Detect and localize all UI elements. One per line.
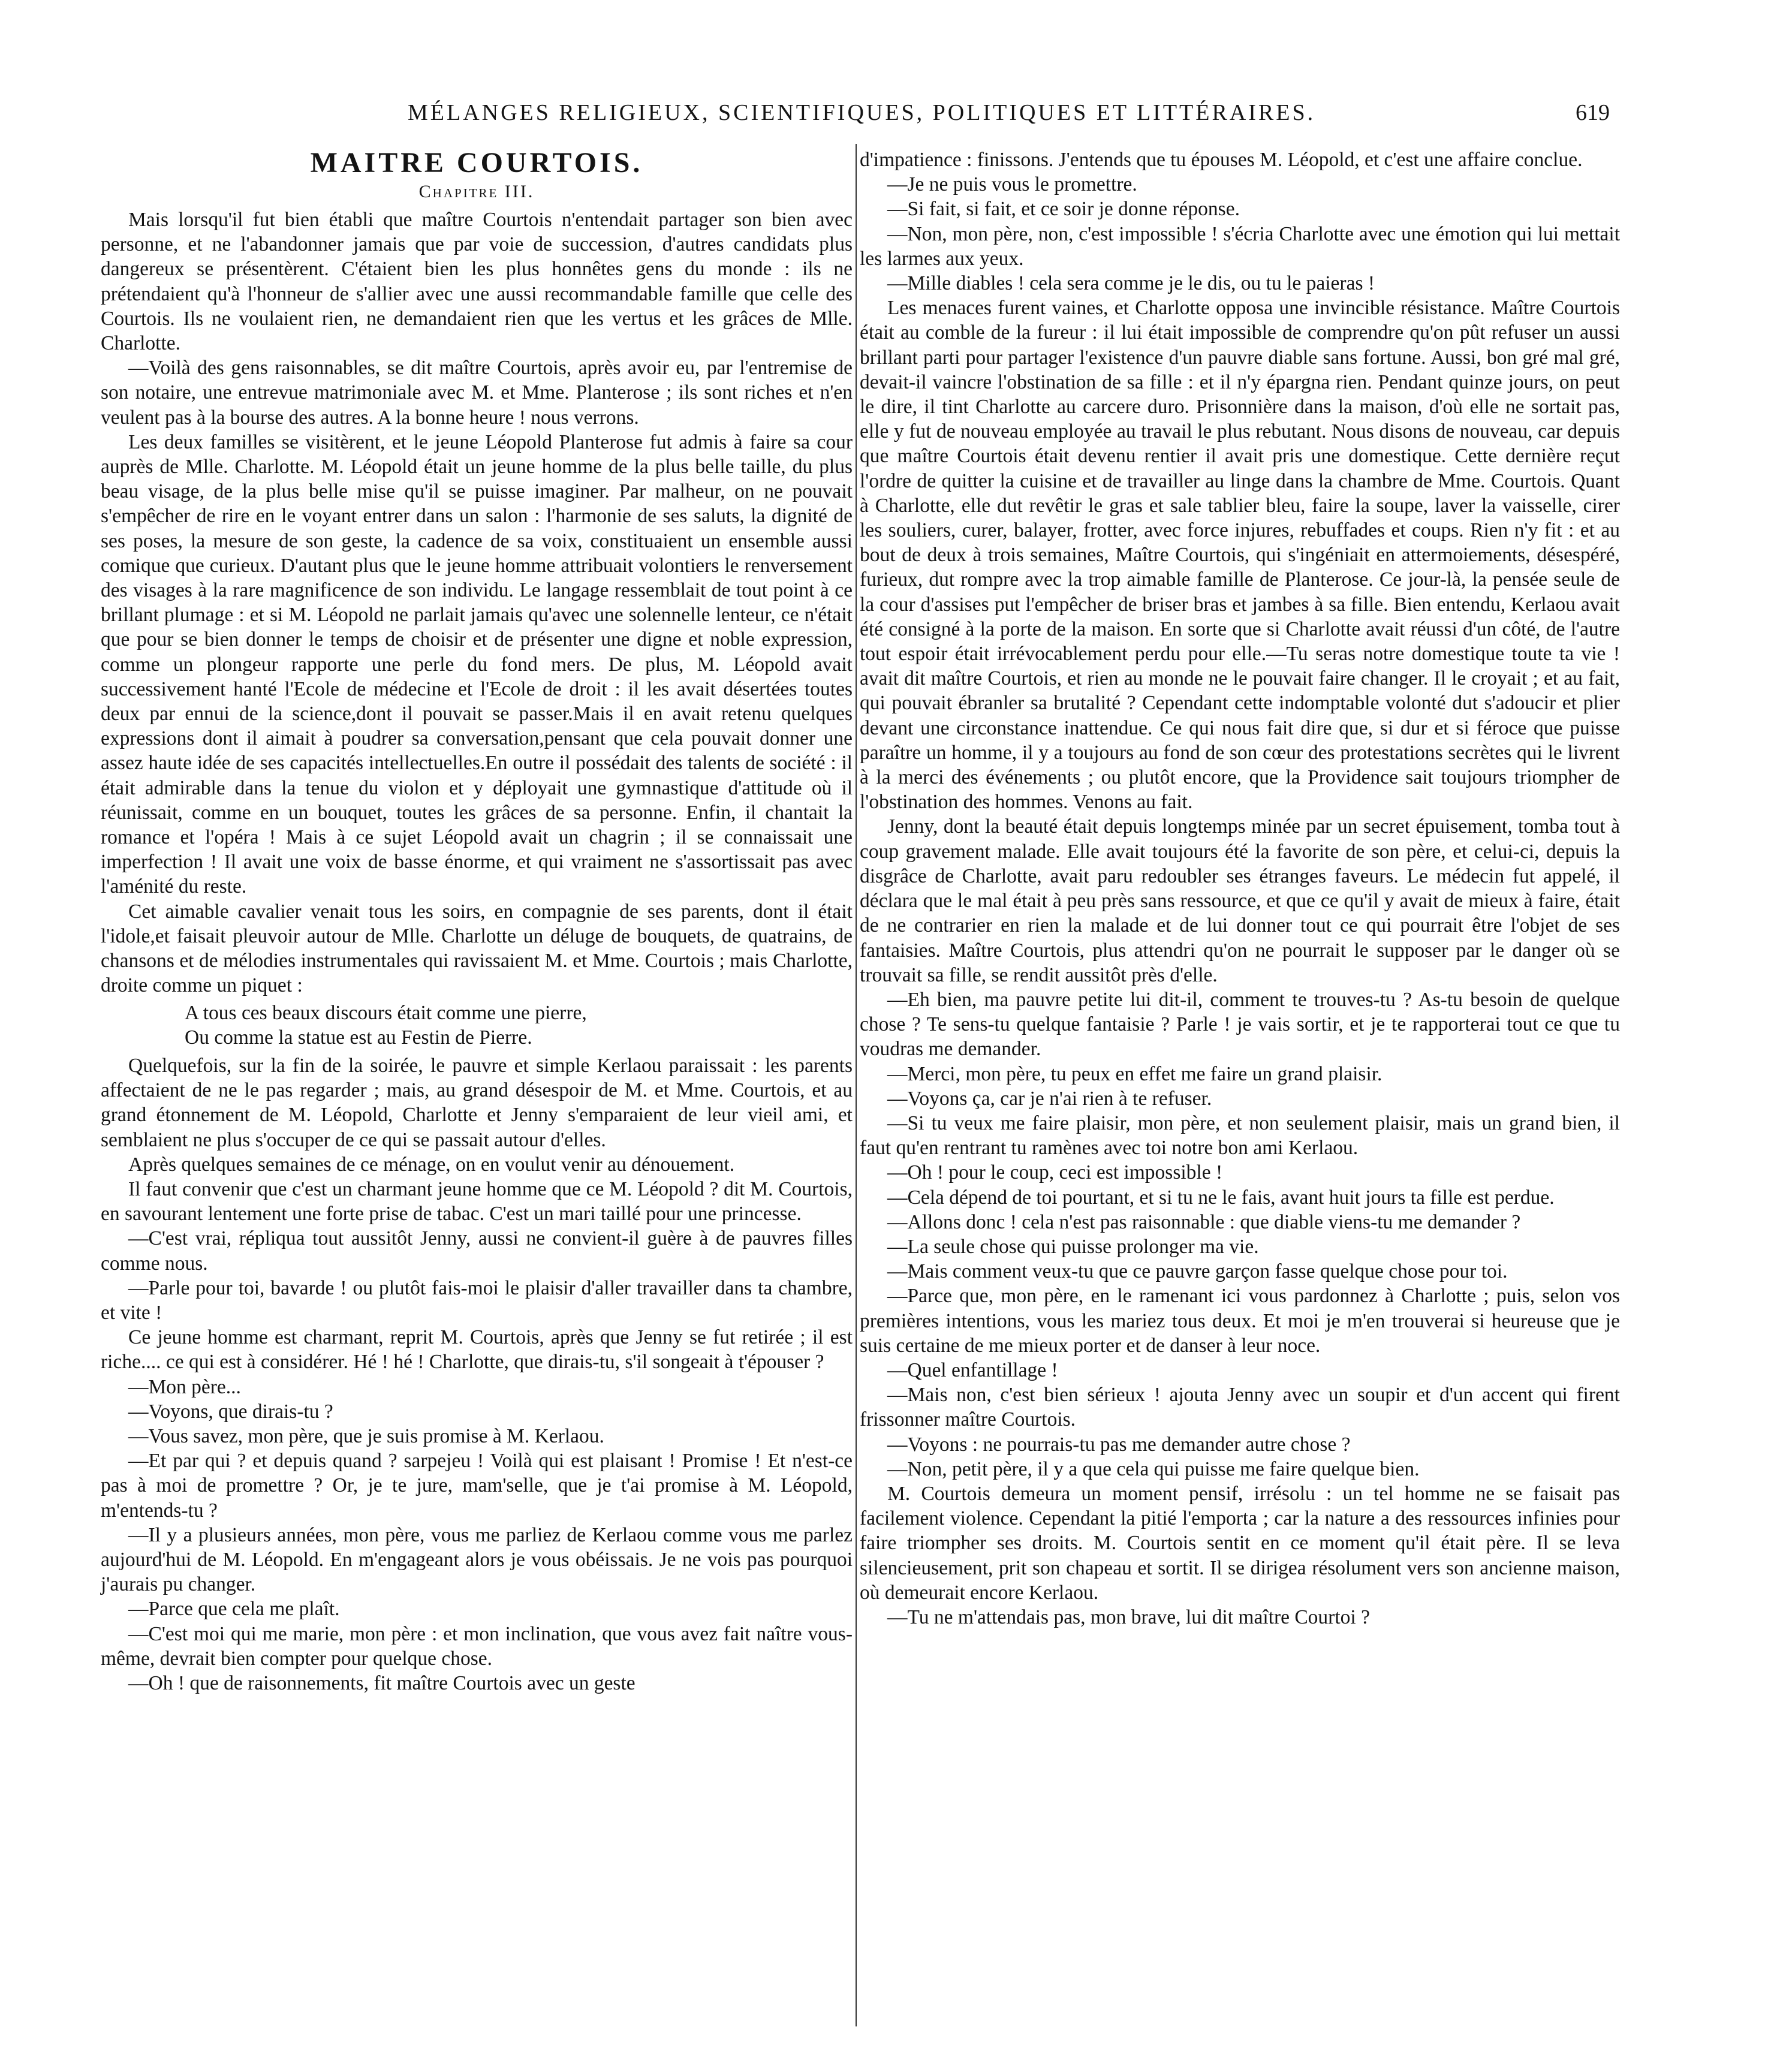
dialogue-line: —Allons donc ! cela n'est pas raisonnable : que diable viens-tu me demander ? [887,1210,1521,1233]
verse-line: A tous ces beaux discours était comme une pierre, [185,1001,587,1024]
dialogue-line: —Vous savez, mon père, que je suis promise à M. Kerlaou. [128,1425,604,1447]
paragraph: Il faut convenir que c'est un charmant jeune homme que ce M. Léopold ? dit M. Courtois, en savourant lentement une forte prise de tabac. C'est un mari taillé pour une princesse. [101,1177,853,1225]
dialogue-line: —Tu ne m'attendais pas, mon brave, lui dit maître Courtoi ? [887,1606,1370,1628]
dialogue-line: —Oh ! pour le coup, ceci est impossible ! [887,1161,1223,1184]
dialogue-line: —Parce que, mon père, en le ramenant ici vous pardonnez à Charlotte ; puis, selon vos premières intentions, vous les mariez tous deux. Et moi je m'en trouverai si heureuse que je suis certaine de me mieux porter et de danser à leur noce. [860,1285,1620,1357]
running-title: MÉLANGES RELIGIEUX, SCIENTIFIQUES, POLITIQUES ET LITTÉRAIRES. [408,100,1316,125]
paragraph: Cet aimable cavalier venait tous les soirs, en compagnie de ses parents, dont il était l'idole,et faisait pleuvoir autour de Mlle. Charlotte un déluge de bouquets, de quatrains, de chansons et de mélodies instrumentales qui ravissaient M. et Mme. Courtois ; mais Charlotte, droite comme un piquet : [101,900,853,997]
dialogue-line: —Merci, mon père, tu peux en effet me faire un grand plaisir. [887,1062,1383,1085]
paragraph-continued: d'impatience : finissons. J'entends que tu épouses M. Léopold, et c'est une affaire conclue. [860,149,1583,171]
dialogue-line: —Je ne puis vous le promettre. [887,173,1137,196]
dialogue-line: —Mille diables ! cela sera comme je le dis, ou tu le paieras ! [887,272,1375,295]
dialogue-line: —Cela dépend de toi pourtant, et si tu ne le fais, avant huit jours ta fille est perdue. [887,1186,1555,1209]
dialogue-line: —C'est vrai, répliqua tout aussitôt Jenny, aussi ne convient-il guère à de pauvres filles comme nous. [101,1227,853,1275]
dialogue-line: —Voyons ça, car je n'ai rien à te refuser. [887,1087,1212,1110]
paragraph: Les deux familles se visitèrent, et le jeune Léopold Planterose fut admis à faire sa cour auprès de Mlle. Charlotte. M. Léopold était un jeune homme de la plus belle taille, du plus beau visage, de la plus belle mise qu'il se puisse imaginer. Par malheur, on ne pouvait s'empêcher de rire en le voyant entrer dans un salon : l'harmonie de ses saluts, la dignité de ses poses, la mesure de son geste, la cadence de sa voix, constituaient un ensemble aussi comique que curieux. D'autant plus que le jeune homme attribuait volontiers le renversement des visages à la rare magnificence de son individu. Le langage ressemblait de tout point à ce brillant plumage : et si M. Léopold ne parlait jamais qu'avec une solennelle lenteur, ce n'était que pour se bien donner le temps de choisir et de présenter une digne et noble expression, comme un plongeur rapporte une perle du fond mers. De plus, M. Léopold avait successivement hanté l'Ecole de médecine et l'Ecole de droit : il les avait désertées toutes deux par ennui de la science,dont il pouvait se passer.Mais il en avait retenu quelques expressions dont il aimait à poudrer sa conversation,pensant que cela pouvait donner une assez haute idée de ses capacités intellectuelles.En outre il possédait des talents de société : il était admirable dans la tenue du violon et y déployait une gymnastique d'attitude où il réunissait, comme en un bouquet, toutes les grâces de sa personne. Enfin, il chantait la romance et l'opéra ! Mais à ce sujet Léopold avait un chagrin ; il se connaissait une imperfection ! Il avait une voix de basse énorme, et qui vraiment ne s'assortissait pas avec l'aménité du reste. [101,430,853,898]
column-divider [856,144,857,2026]
article-title: MAITRE COURTOIS. [310,147,643,179]
dialogue-line: —Non, petit père, il y a que cela qui puisse me faire quelque bien. [887,1457,1420,1480]
dialogue-line: —Eh bien, ma pauvre petite lui dit-il, comment te trouves-tu ? As-tu besoin de quelque chose ? Te sens-tu quelque fantaisie ? Parle ! je vais sortir, et je te rapporterai tout ce que tu voudras me demander. [860,988,1620,1061]
dialogue-line: —Mon père... [128,1375,241,1398]
dialogue-line: —Et par qui ? et depuis quand ? sarpejeu ! Voilà qui est plaisant ! Promise ! Et n'est-ce pas à moi de promettre ? Or, je te jure, mam'selle, que je t'ai promise à M. Léopold, m'entends-tu ? [101,1450,853,1522]
paragraph: Les menaces furent vaines, et Charlotte opposa une invincible résistance. Maître Courtois était au comble de la fureur : il lui était impossible de comprendre qu'on pût refuser un aussi brillant parti pour partager l'existence d'un pauvre diable sans fortune. Aussi, bon gré mal gré, devait-il vaincre l'obstination de sa fille : et il n'y épargna rien. Pendant quinze jours, on peut le dire, il tint Charlotte au carcere duro. Prisonnière dans la maison, d'où elle ne sortait pas, elle y fut de nouveau employée au travail le plus rebutant. Nous disons de nouveau, car depuis que maître Courtois était devenu rentier il avait pris une domestique. Cette dernière reçut l'ordre de quitter la cuisine et de travailler au linge dans la chambre de Mme. Courtois. Quant à Charlotte, elle dut revêtir le gras et sale tablier bleu, faire la soupe, laver la vaisselle, cirer les souliers, curer, balayer, frotter, avec force injures, rebuffades et coups. Rien n'y fit : et au bout de deux à trois semaines, Maître Courtois, qui s'ingéniait en attermoiements, désespéré, furieux, dut rompre avec la trop aimable famille de Planterose. Ce jour-là, la pensée seule de la cour d'assises put l'empêcher de briser bras et jambes à sa fille. Bien entendu, Kerlaou avait été consigné à la porte de la maison. En sorte que si Charlotte avait réussi d'un côté, de l'autre tout espoir était irrévocablement perdu pour elle.—Tu seras notre domestique toute ta vie ! avait dit maître Courtois, et rien au monde ne le pouvait faire changer. Il le croyait ; et au fait, qui pouvait ébranler sa brutalité ? Cependant cette indomptable volonté dut s'adoucir et plier devant une circonstance inattendue. Ce qui nous fait dire que, si dur et si féroce que puisse paraître un homme, il y a toujours au fond de son cœur des protestations secrètes qui le livrent à la merci des événements ; ou plutôt encore, que la Providence sait toujours triompher de l'obstination des hommes. Venons au fait. [860,297,1620,814]
dialogue-line: —Parle pour toi, bavarde ! ou plutôt fais-moi le plaisir d'aller travailler dans ta chambre, et vite ! [101,1276,853,1324]
dialogue-line: —Si fait, si fait, et ce soir je donne réponse. [887,198,1240,221]
paragraph: M. Courtois demeura un moment pensif, irrésolu : un tel homme ne se faisait pas facilement violence. Cependant la pitié l'emporta ; car la nature a des ressources infinies pour faire triompher ses droits. M. Courtois sentit en ce moment qu'il était père. Il se leva silencieusement, prit son chapeau et sortit. Il se dirigea résolument vers son ancienne maison, où demeurait encore Kerlaou. [860,1482,1620,1604]
dialogue-line: —Voyons : ne pourrais-tu pas me demander autre chose ? [887,1433,1351,1456]
right-column [860,147,1620,1630]
dialogue-line: —Voyons, que dirais-tu ? [128,1400,333,1423]
dialogue-line: —Mais comment veux-tu que ce pauvre garçon fasse quelque chose pour toi. [887,1260,1508,1283]
paragraph: Mais lorsqu'il fut bien établi que maître Courtois n'entendait partager son bien avec personne, et ne l'abandonner jamais que par voie de succession, d'autres candidats plus dangereux se présentèrent. C'étaient bien les plus honnêtes gens du monde : ils ne prétendaient qu'à l'honneur de s'allier avec une aussi recommandable famille que celle des Courtois. Ils ne voulaient rien, ne demandaient rien que les vertus et les grâces de Mlle. Charlotte. [101,209,853,355]
verse-line: Ou comme la statue est au Festin de Pierre. [185,1026,532,1049]
dialogue-line: —La seule chose qui puisse prolonger ma vie. [887,1235,1259,1258]
page-number: 619 [1576,100,1610,125]
dialogue-line: —Il y a plusieurs années, mon père, vous me parliez de Kerlaou comme vous me parlez aujourd'hui de M. Léopold. En m'engageant alors je vous obéissais. Je ne vois pas pourquoi j'aurais pu changer. [101,1523,853,1596]
verse-quote [101,1001,853,1050]
dialogue-line: —Si tu veux me faire plaisir, mon père, et non seulement plaisir, mais un grand bien, il faut qu'en rentrant tu ramènes avec toi notre bon ami Kerlaou. [860,1112,1620,1160]
chapter-heading: Chapitre III. [418,182,535,201]
dialogue-line: —Quel enfantillage ! [887,1359,1058,1381]
running-header [0,100,1771,135]
paragraph: Ce jeune homme est charmant, reprit M. Courtois, après que Jenny se fut retirée ; il est riche.... ce qui est à considérer. Hé ! hé ! Charlotte, que dirais-tu, s'il songeait à t'épouser ? [101,1326,853,1374]
paragraph: Jenny, dont la beauté était depuis longtemps minée par un secret épuisement, tomba tout à coup gravement malade. Elle avait toujours été la favorite de son père, et celui-ci, depuis la disgrâce de Charlotte, avait paru redoubler ses étranges faveurs. Le médecin fut appelé, il déclara que le mal était à peu près sans ressource, et que ce qu'il y avait de mieux à faire, était de ne contrarier en rien la malade et de lui donner tout ce qui pourrait être l'objet de ses fantaisies. Maître Courtois, plus attendri qu'on ne pourrait le supposer par le danger où se trouvait sa fille, se rendit aussitôt près d'elle. [860,815,1620,986]
paragraph: —Voilà des gens raisonnables, se dit maître Courtois, après avoir eu, par l'entremise de son notaire, une entrevue matrimoniale avec M. et Mme. Planterose ; ils sont riches et n'en veulent pas à la bourse des autres. A la bonne heure ! nous verrons. [101,357,853,429]
left-column [101,147,853,1695]
paragraph: Quelquefois, sur la fin de la soirée, le pauvre et simple Kerlaou paraissait : les parents affectaient de ne le pas regarder ; mais, au grand désespoir de M. et Mme. Courtois, et au grand étonnement de M. Léopold, Charlotte et Jenny s'emparaient de leur vieil ami, et semblaient ne plus s'occuper de ce qui se passait autour d'elles. [101,1054,853,1151]
dialogue-line: —Parce que cela me plaît. [128,1598,340,1621]
dialogue-line: —Oh ! que de raisonnements, fit maître Courtois avec un geste [128,1672,635,1694]
paragraph: Après quelques semaines de ce ménage, on en voulut venir au dénouement. [128,1153,735,1176]
dialogue-line: —Mais non, c'est bien sérieux ! ajouta Jenny avec un soupir et d'un accent qui firent frissonner maître Courtois. [860,1384,1620,1431]
dialogue-line: —Non, mon père, non, c'est impossible ! s'écria Charlotte avec une émotion qui lui mettait les larmes aux yeux. [860,222,1620,270]
dialogue-line: —C'est moi qui me marie, mon père : et mon inclination, que vous avez fait naître vous-même, devrait bien compter pour quelque chose. [101,1622,853,1670]
